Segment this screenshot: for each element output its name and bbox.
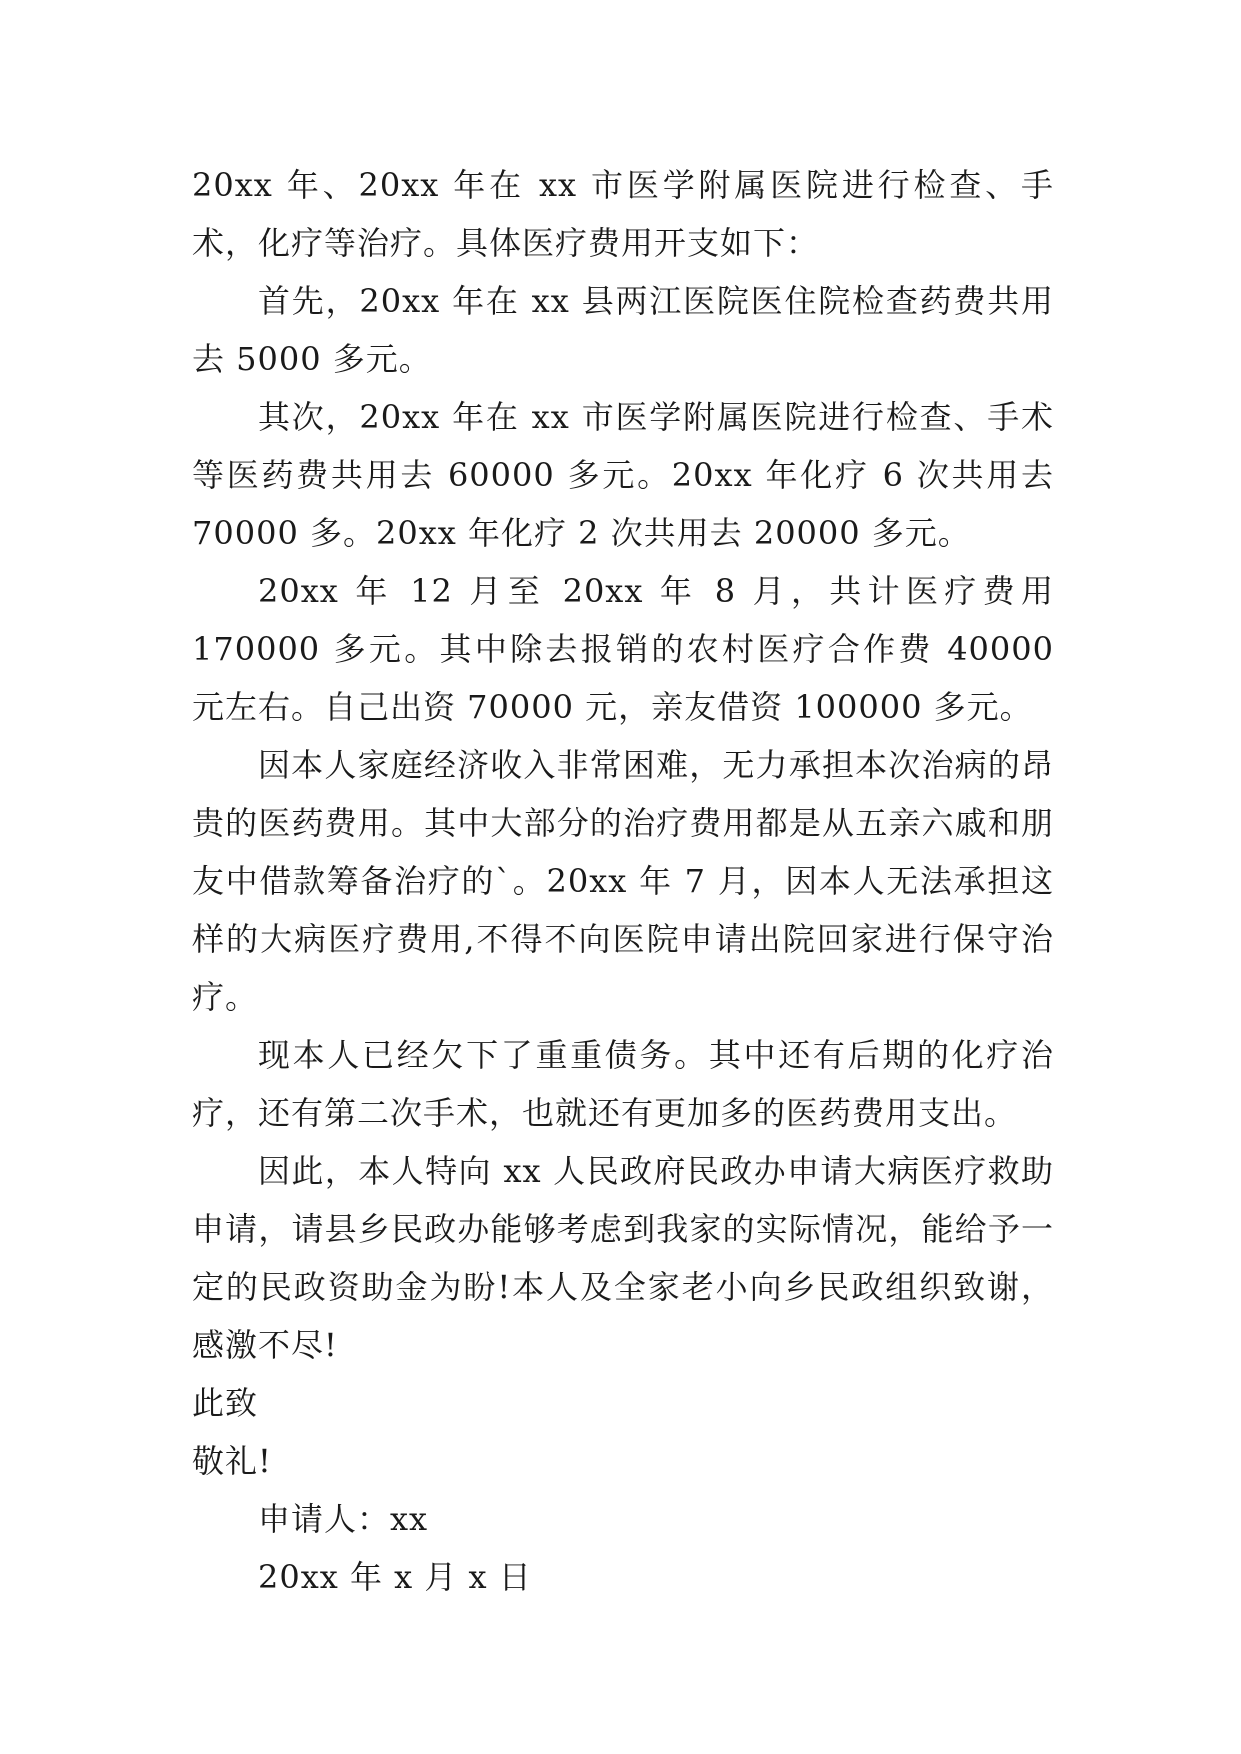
signature-date: 20xx 年 x 月 x 日	[258, 1558, 532, 1596]
closing-regards: 敬礼!	[192, 1442, 272, 1480]
closing-salutation: 此致	[192, 1384, 259, 1422]
paragraph-request: 因此，本人特向 xx 人民政府民政办申请大病医疗救助申请，请县乡民政办能够考虑到我家的实际情况，能给予一定的民政资助金为盼!本人及全家老小向乡民政组织致谢，感激不尽!	[192, 1152, 1054, 1364]
paragraph-total-expense: 20xx 年 12 月至 20xx 年 8 月，共计医疗费用 170000 多元。其中除去报销的农村医疗合作费 40000 元左右。自己出资 70000 元，亲友借资 100000 多元。	[192, 572, 1054, 726]
paragraph-first-expense: 首先，20xx 年在 xx 县两江医院医住院检查药费共用去 5000 多元。	[192, 282, 1054, 378]
paragraph-second-expense: 其次，20xx 年在 xx 市医学附属医院进行检查、手术等医药费共用去 60000 多元。20xx 年化疗 6 次共用去 70000 多。20xx 年化疗 2 次共用去 20000 多元。	[192, 398, 1054, 552]
applicant-signature: 申请人：xx	[258, 1500, 429, 1538]
paragraph-debt: 现本人已经欠下了重重债务。其中还有后期的化疗治疗，还有第二次手术，也就还有更加多的医药费用支出。	[192, 1036, 1054, 1132]
paragraph-intro: 20xx 年、20xx 年在 xx 市医学附属医院进行检查、手术，化疗等治疗。具体医疗费用开支如下：	[192, 166, 1054, 262]
letter-body	[192, 156, 1054, 1606]
paragraph-hardship: 因本人家庭经济收入非常困难，无力承担本次治病的昂贵的医药费用。其中大部分的治疗费用都是从五亲六戚和朋友中借款筹备治疗的`。20xx 年 7 月，因本人无法承担这样的大病医疗费用,不得不向医院申请出院回家进行保守治疗。	[192, 746, 1054, 1016]
